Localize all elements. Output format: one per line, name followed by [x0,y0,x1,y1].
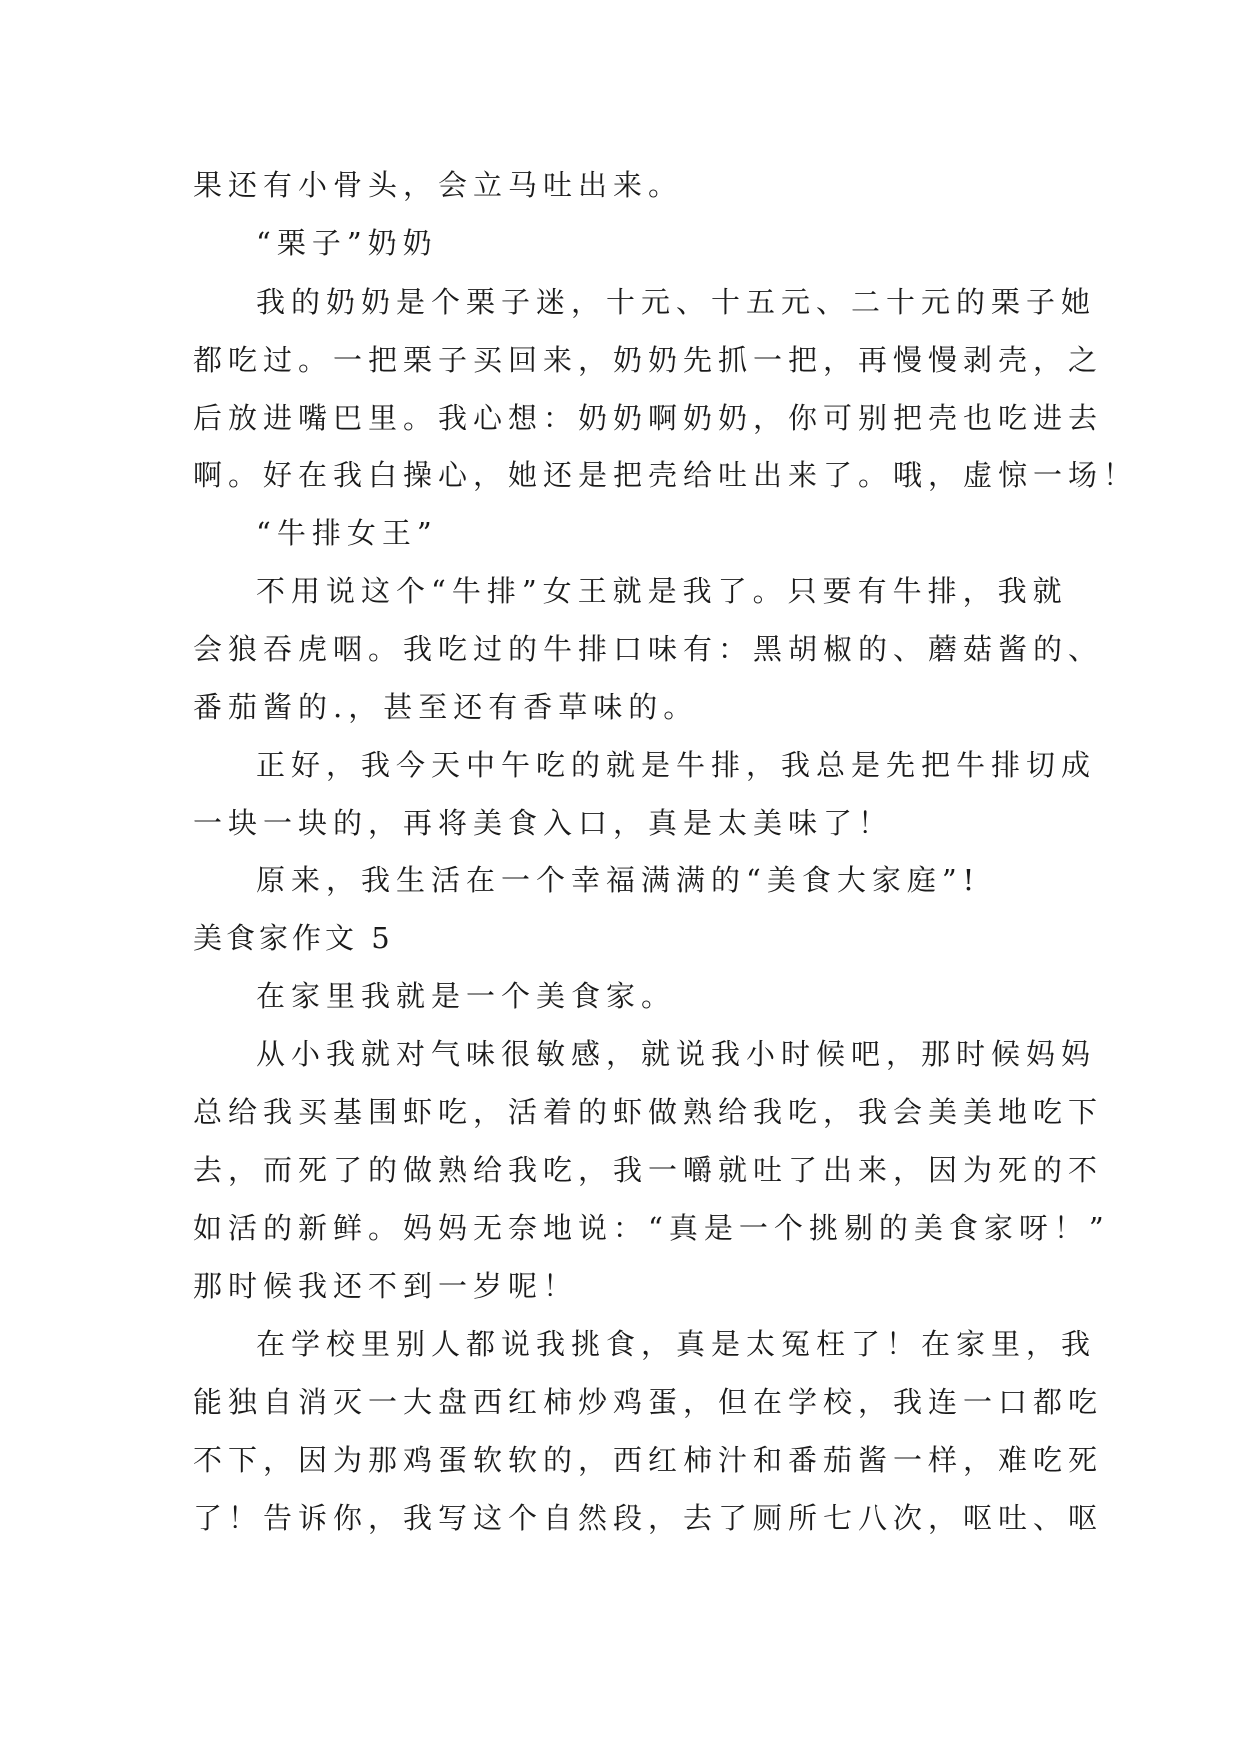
paragraph-line: 在家里我就是一个美食家。 [256,979,677,1013]
paragraph-line: 在学校里别人都说我挑食，真是太冤枉了！在家里，我 [256,1327,1097,1361]
paragraph-line: 正好，我今天中午吃的就是牛排，我总是先把牛排切成 [256,748,1097,782]
paragraph-line: 去，而死了的做熟给我吃，我一嚼就吐了出来，因为死的不 [193,1153,1104,1187]
paragraph-line: 能独自消灭一大盘西红柿炒鸡蛋，但在学校，我连一口都吃 [193,1385,1104,1419]
text-line: 果还有小骨头，会立马吐出来。 [193,168,684,202]
paragraph-line: 不用说这个“牛排”女王就是我了。只要有牛排，我就 [256,574,1068,608]
paragraph-line: 不下，因为那鸡蛋软软的，西红柿汁和番茄酱一样，难吃死 [193,1443,1104,1477]
paragraph-line: 原来，我生活在一个幸福满满的“美食大家庭”! [256,863,981,897]
paragraph-line: 一块一块的，再将美食入口，真是太美味了！ [193,806,894,840]
paragraph-line: 我的奶奶是个栗子迷，十元、十五元、二十元的栗子她 [256,285,1097,319]
paragraph-line: 番茄酱的.，甚至还有香草味的。 [193,690,699,724]
section-title: 美食家作文 5 [193,921,394,955]
subheading: “栗子”奶奶 [256,226,438,260]
paragraph-line: 都吃过。一把栗子买回来，奶奶先抓一把，再慢慢剥壳，之 [193,343,1104,377]
paragraph-line: 会狼吞虎咽。我吃过的牛排口味有：黑胡椒的、蘑菇酱的、 [193,632,1104,666]
paragraph-line: 那时候我还不到一岁呢！ [193,1269,579,1303]
paragraph-line: 总给我买基围虾吃，活着的虾做熟给我吃，我会美美地吃下 [193,1095,1104,1129]
paragraph-line: 从小我就对气味很敏感，就说我小时候吧，那时候妈妈 [256,1037,1097,1071]
paragraph-line: 后放进嘴巴里。我心想：奶奶啊奶奶，你可别把壳也吃进去 [193,401,1104,435]
paragraph-line: 啊。好在我白操心，她还是把壳给吐出来了。哦，虚惊一场！ [193,458,1139,492]
paragraph-line: 如活的新鲜。妈妈无奈地说：“真是一个挑剔的美食家呀！” [193,1211,1110,1245]
subheading: “牛排女王” [256,516,438,550]
paragraph-line: 了！告诉你，我写这个自然段，去了厕所七八次，呕吐、呕 [193,1501,1104,1535]
